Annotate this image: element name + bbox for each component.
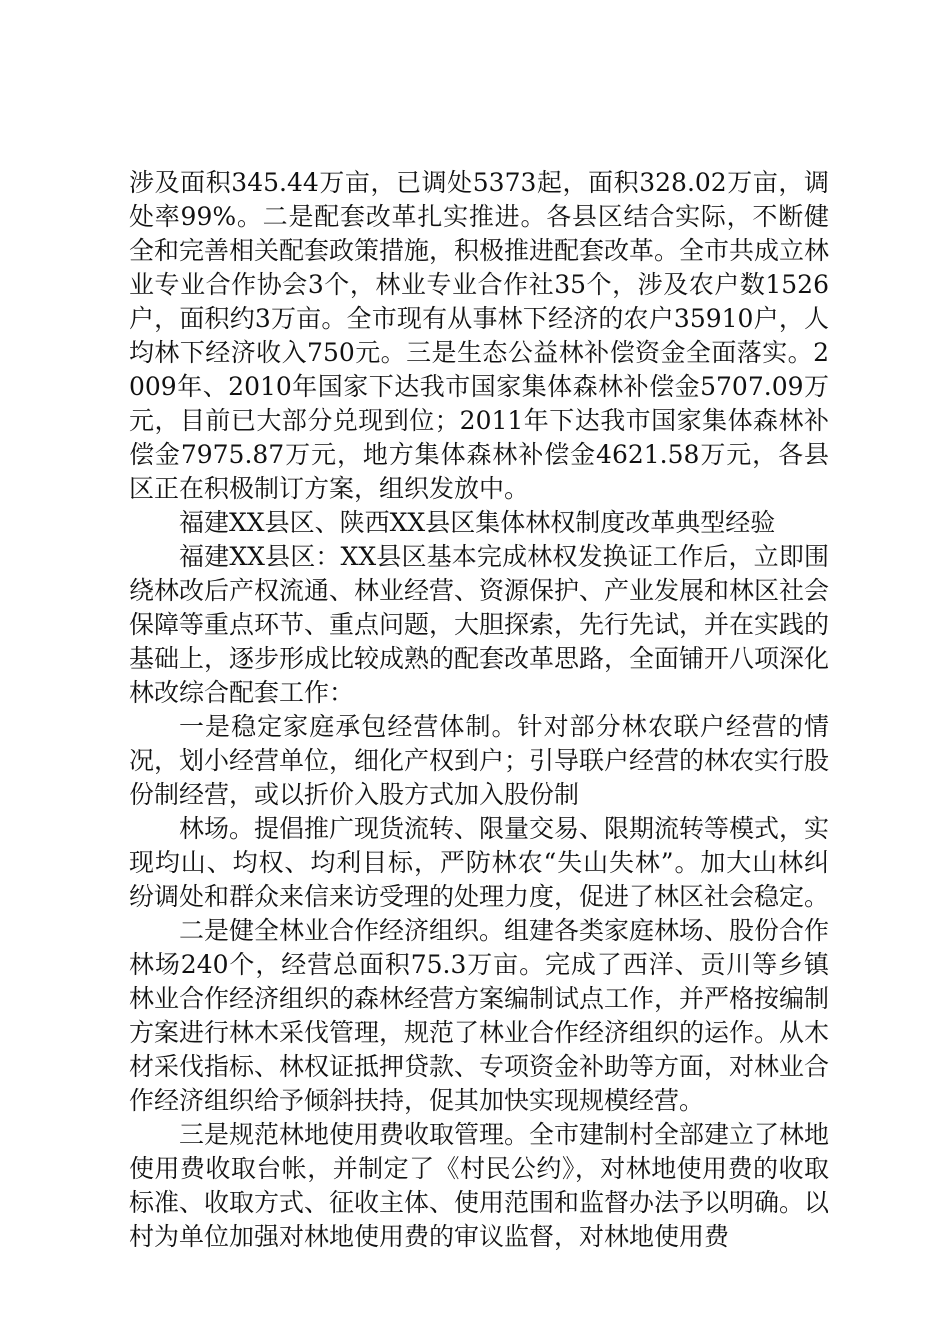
paragraph-point-one: 一是稳定家庭承包经营体制。针对部分林农联户经营的情况，划小经营单位，细化产权到户；引导联户经营的林农实行股份制经营，或以折价入股方式加入股份制 [129, 712, 830, 809]
section-heading: 福建XX县区、陕西XX县区集体林权制度改革典型经验 [179, 508, 776, 537]
paragraph-point-three: 三是规范林地使用费收取管理。全市建制村全部建立了林地使用费收取台帐，并制定了《村民公约》，对林地使用费的收取标准、收取方式、征收主体、使用范围和监督办法予以明确。以村为单位加强对林地使用费的审议监督，对林地使用费 [129, 1120, 830, 1251]
paragraph-fujian-intro: 福建XX县区：XX县区基本完成林权发换证工作后，立即围绕林改后产权流通、林业经营、资源保护、产业发展和林区社会保障等重点环节、重点问题，大胆探索，先行先试，并在实践的基础上，逐步形成比较成熟的配套改革思路，全面铺开八项深化林改综合配套工作： [129, 542, 830, 707]
paragraph-continued: 涉及面积345.44万亩，已调处5373起，面积328.02万亩，调处率99%。二是配套改革扎实推进。各县区结合实际，不断健全和完善相关配套政策措施，积极推进配套改革。全市共成立林业专业合作协会3个，林业专业合作社35个，涉及农户数1526户，面积约3万亩。全市现有从事林下经济的农户35910户，人均林下经济收入750元。三是生态公益林补偿资金全面落实。2009年、2010年国家下达我市国家集体森林补偿金5707.09万元，目前已大部分兑现到位；2011年下达我市国家集体森林补偿金7975.87万元，地方集体森林补偿金4621.58万元，各县区正在积极制订方案，组织发放中。 [129, 168, 830, 503]
paragraph-point-one-continued: 林场。提倡推广现货流转、限量交易、限期流转等模式，实现均山、均权、均利目标，严防林农“失山失林”。加大山林纠纷调处和群众来信来访受理的处理力度，促进了林区社会稳定。 [129, 814, 830, 911]
document-body [129, 166, 829, 1254]
paragraph-point-two: 二是健全林业合作经济组织。组建各类家庭林场、股份合作林场240个，经营总面积75.3万亩。完成了西洋、贡川等乡镇林业合作经济组织的森林经营方案编制试点工作，并严格按编制方案进行林木采伐管理，规范了林业合作经济组织的运作。从木材采伐指标、林权证抵押贷款、专项资金补助等方面，对林业合作经济组织给予倾斜扶持，促其加快实现规模经营。 [129, 916, 830, 1115]
